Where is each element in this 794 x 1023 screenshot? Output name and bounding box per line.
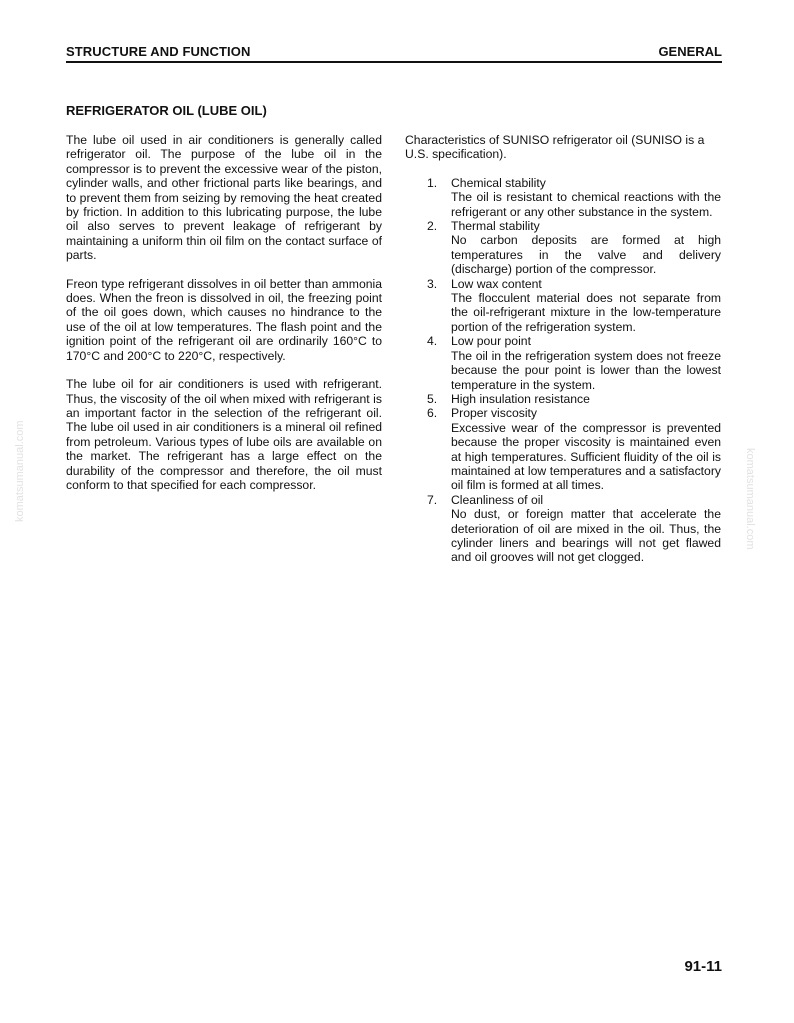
list-item-title: Low pour point	[451, 334, 531, 349]
header-divider	[66, 61, 722, 63]
characteristics-intro: Characteristics of SUNISO refrigerator oil (SUNISO is a U.S. specification).	[405, 133, 705, 162]
list-item	[405, 277, 721, 335]
list-item-title: Proper viscosity	[451, 406, 538, 421]
list-item-title: High insulation resistance	[451, 391, 590, 406]
list-item-number: 1.	[427, 175, 438, 190]
list-item-description: Excessive wear of the compressor is prevented because the proper viscosity is maintained even at high temperatures. Sufficient fluidity of the oil is maintained at low temperatures and a satisfactory oil film is formed at all times.	[451, 420, 721, 493]
list-item-description: The oil in the refrigeration system does not freeze because the pour point is lower than the lowest temperature in the system.	[451, 348, 721, 392]
list-item	[405, 493, 721, 565]
right-column	[405, 133, 721, 565]
watermark-left: komatsumanual.com	[14, 420, 26, 522]
paragraph-viscosity-selection: The lube oil for air conditioners is used with refrigerant. Thus, the viscosity of the oil when mixed with refrigerant is an important factor in the selection of the refrigerant oil. The lube oil used in air conditioners is a mineral oil refined from petroleum. Various types of lube oils are available on the market. The refrigerant has a large effect on the durability of the compressor and therefore, the oil must conform to that specified for each compressor.	[66, 377, 382, 492]
list-item-description: No carbon deposits are formed at high temperatures in the valve and delivery (discharge) portion of the compressor.	[451, 233, 721, 277]
list-item	[405, 334, 721, 392]
list-item	[405, 219, 721, 277]
watermark-right: komatsumanual.com	[744, 448, 756, 550]
list-item-title: Low wax content	[451, 276, 542, 291]
paragraph-lube-oil-purpose: The lube oil used in air conditioners is generally called refrigerator oil. The purpose of the lube oil in the compressor is to prevent the excessive wear of the piston, cylinder walls, and other frictional parts like bearings, and to prevent them from seizing by removing the heat created by friction. In addition to this lubricating purpose, the lube oil also serves to prevent leakage of refrigerant by maintaining a uniform thin oil film on the contact surface of parts.	[66, 133, 382, 263]
list-item-title: Chemical stability	[451, 175, 546, 190]
section-title: REFRIGERATOR OIL (LUBE OIL)	[66, 103, 267, 118]
left-column	[66, 133, 382, 506]
list-item-description: No dust, or foreign matter that accelerate the deterioration of oil are mixed in the oil. Thus, the cylinder liners and bearings will not get flawed and oil grooves will not get clogged.	[451, 507, 721, 565]
list-item-number: 2.	[427, 219, 438, 234]
list-item-number: 4.	[427, 334, 438, 349]
list-item	[405, 176, 721, 219]
paragraph-freon-solubility: Freon type refrigerant dissolves in oil better than ammonia does. When the freon is dissolved in oil, the freezing point of the oil goes down, which causes no hindrance to the use of the oil at low temperatures. The flash point and the ignition point of the refrigerant oil are ordinarily 160°C to 170°C and 200°C to 220°C, respectively.	[66, 276, 382, 363]
list-item-title: Thermal stability	[451, 219, 540, 234]
characteristics-list	[405, 176, 721, 565]
header-section-label: STRUCTURE AND FUNCTION	[66, 44, 251, 59]
list-item-title: Cleanliness of oil	[451, 492, 544, 507]
list-item-number: 3.	[427, 276, 438, 291]
list-item-description: The oil is resistant to chemical reactions with the refrigerant or any other substance in the system.	[451, 190, 721, 219]
list-item-description: The flocculent material does not separate from the oil-refrigerant mixture in the low-temperature portion of the refrigeration system.	[451, 291, 721, 334]
list-item-number: 5.	[427, 391, 438, 406]
list-item	[405, 406, 721, 492]
list-item-number: 6.	[427, 406, 438, 421]
page-number: 91-11	[684, 958, 722, 975]
page-header	[66, 40, 722, 62]
list-item-number: 7.	[427, 492, 438, 507]
list-item	[405, 392, 721, 406]
header-category-label: GENERAL	[658, 44, 722, 59]
